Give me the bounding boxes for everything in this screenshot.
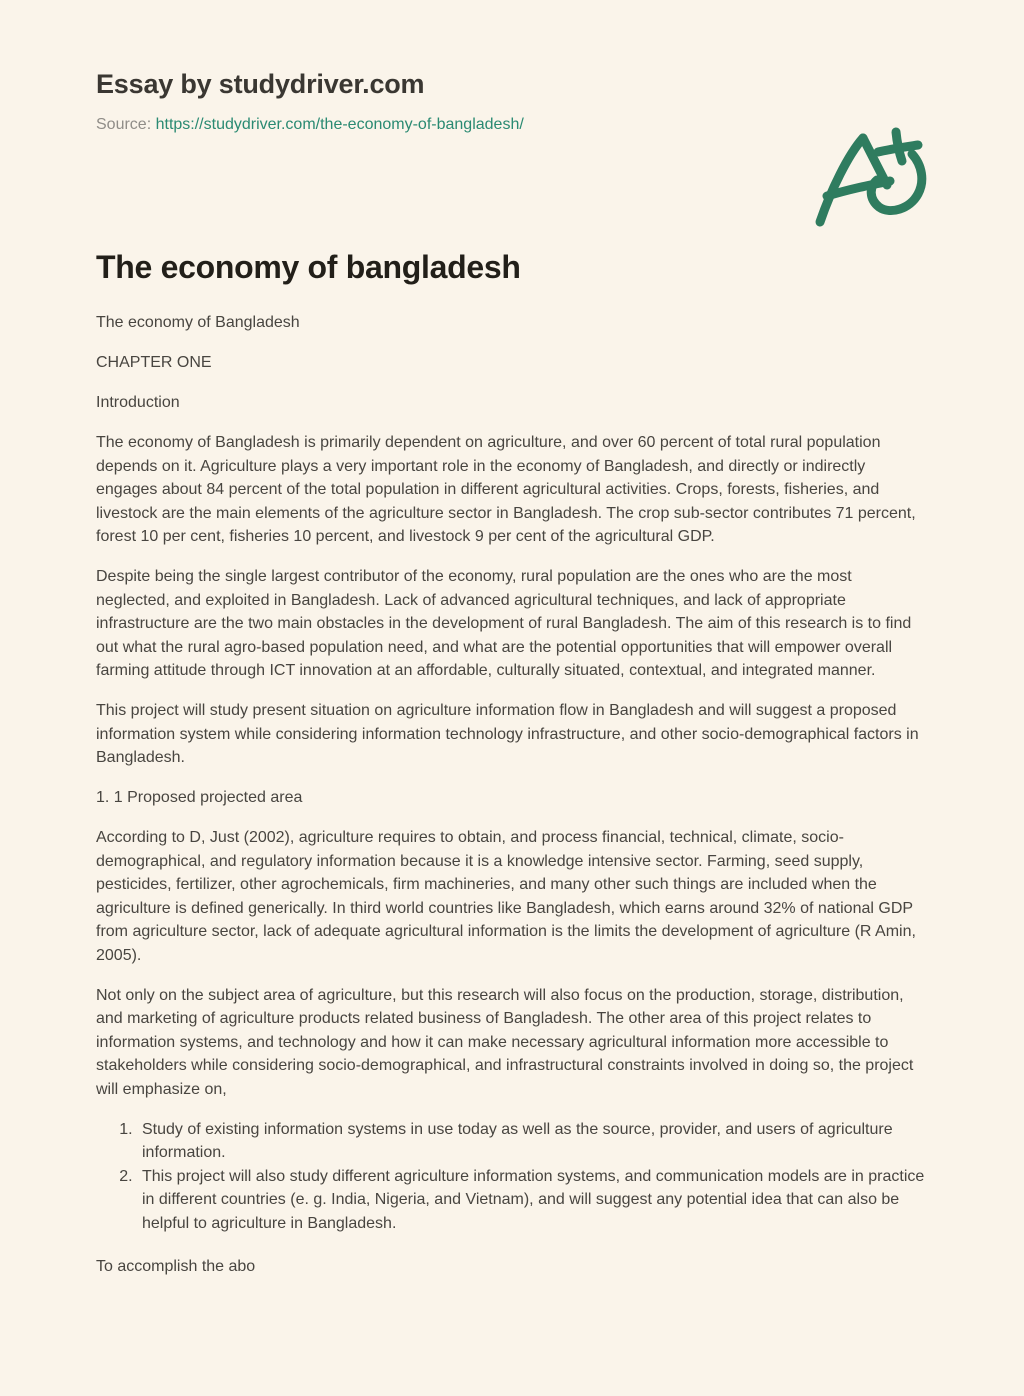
paragraph: The economy of Bangladesh is primarily dependent on agriculture, and over 60 percent of total rural population depends on it. Agriculture plays a very important role in the economy of Bangladesh, and directly or indirectly engages about 84 percent of the total population in different agricultural activities. Crops, forests, fisheries, and livestock are the main elements of the agriculture sector in Bangladesh. The crop sub-sector contributes 71 percent, forest 10 per cent, fisheries 10 percent, and livestock 9 per cent of the agricultural GDP.: [96, 434, 916, 545]
paragraph: Introduction: [96, 394, 180, 411]
article-body: [96, 311, 928, 1279]
paragraph: Despite being the single largest contributor of the economy, rural population are the ones who are the most neglected, and exploited in Bangladesh. Lack of advanced agricultural techniques, and lack of appropriate infrastructure are the two main obstacles in the development of rural Bangladesh. The aim of this research is to find out what the rural agro-based population need, and what are the potential opportunities that will empower overall farming attitude through ICT innovation at an affordable, culturally situated, contextual, and integrated manner.: [96, 568, 912, 679]
article-title: The economy of bangladesh: [96, 249, 521, 285]
source-line: [96, 114, 928, 136]
paragraph: Not only on the subject area of agriculture, but this research will also focus on the production, storage, distribution, and marketing of agriculture products related business of Bangladesh. The other area of this project relates to information systems, and technology and how it can make necessary agricultural information more accessible to stakeholders while considering socio-demographical, and infrastructural constraints involved in doing so, the project will emphasize on,: [96, 986, 914, 1098]
paragraph: 1. 1 Proposed projected area: [96, 789, 303, 806]
paragraph: According to D, Just (2002), agriculture requires to obtain, and process financial, technical, climate, socio-demographical, and regulatory information because it is a knowledge intensive sector. Farming, seed supply, pesticides, fertilizer, other agrochemicals, firm machineries, and many other such things are included when the agriculture is defined generically. In third world countries like Bangladesh, which earns around 32% of national GDP from agriculture sector, lack of adequate agricultural information is the limits the development of agriculture (R Amin, 2005).: [96, 829, 916, 964]
essay-page: [0, 66, 1024, 1396]
paragraph: This project will study present situation on agriculture information flow in Bangladesh and will suggest a proposed information system while considering information technology infrastructure, and other socio-demographical factors in Bangladesh.: [96, 702, 919, 766]
document-content: [0, 66, 1024, 1279]
paragraph: The economy of Bangladesh: [96, 314, 300, 331]
source-label: Source:: [96, 116, 152, 133]
a-plus-logo-strokes: [820, 132, 922, 222]
list-item: 1. Study of existing information systems in use today as well as the source, provider, and users of agriculture information.: [137, 1118, 928, 1165]
closing-fragment: To accomplish the abo: [96, 1258, 256, 1275]
paragraph: CHAPTER ONE: [96, 354, 212, 371]
source-link[interactable]: https://studydriver.com/the-economy-of-bangladesh/: [155, 116, 524, 133]
objectives-list: [96, 1118, 928, 1236]
studydriver-a-plus-logo-icon: [810, 118, 950, 238]
brand-heading: Essay by studydriver.com: [96, 69, 425, 99]
list-item: 2. This project will also study different agriculture information systems, and communication models are in practice in different countries (e. g. India, Nigeria, and Vietnam), and will suggest any potential idea that can also be helpful to agriculture in Bangladesh.: [137, 1165, 928, 1236]
